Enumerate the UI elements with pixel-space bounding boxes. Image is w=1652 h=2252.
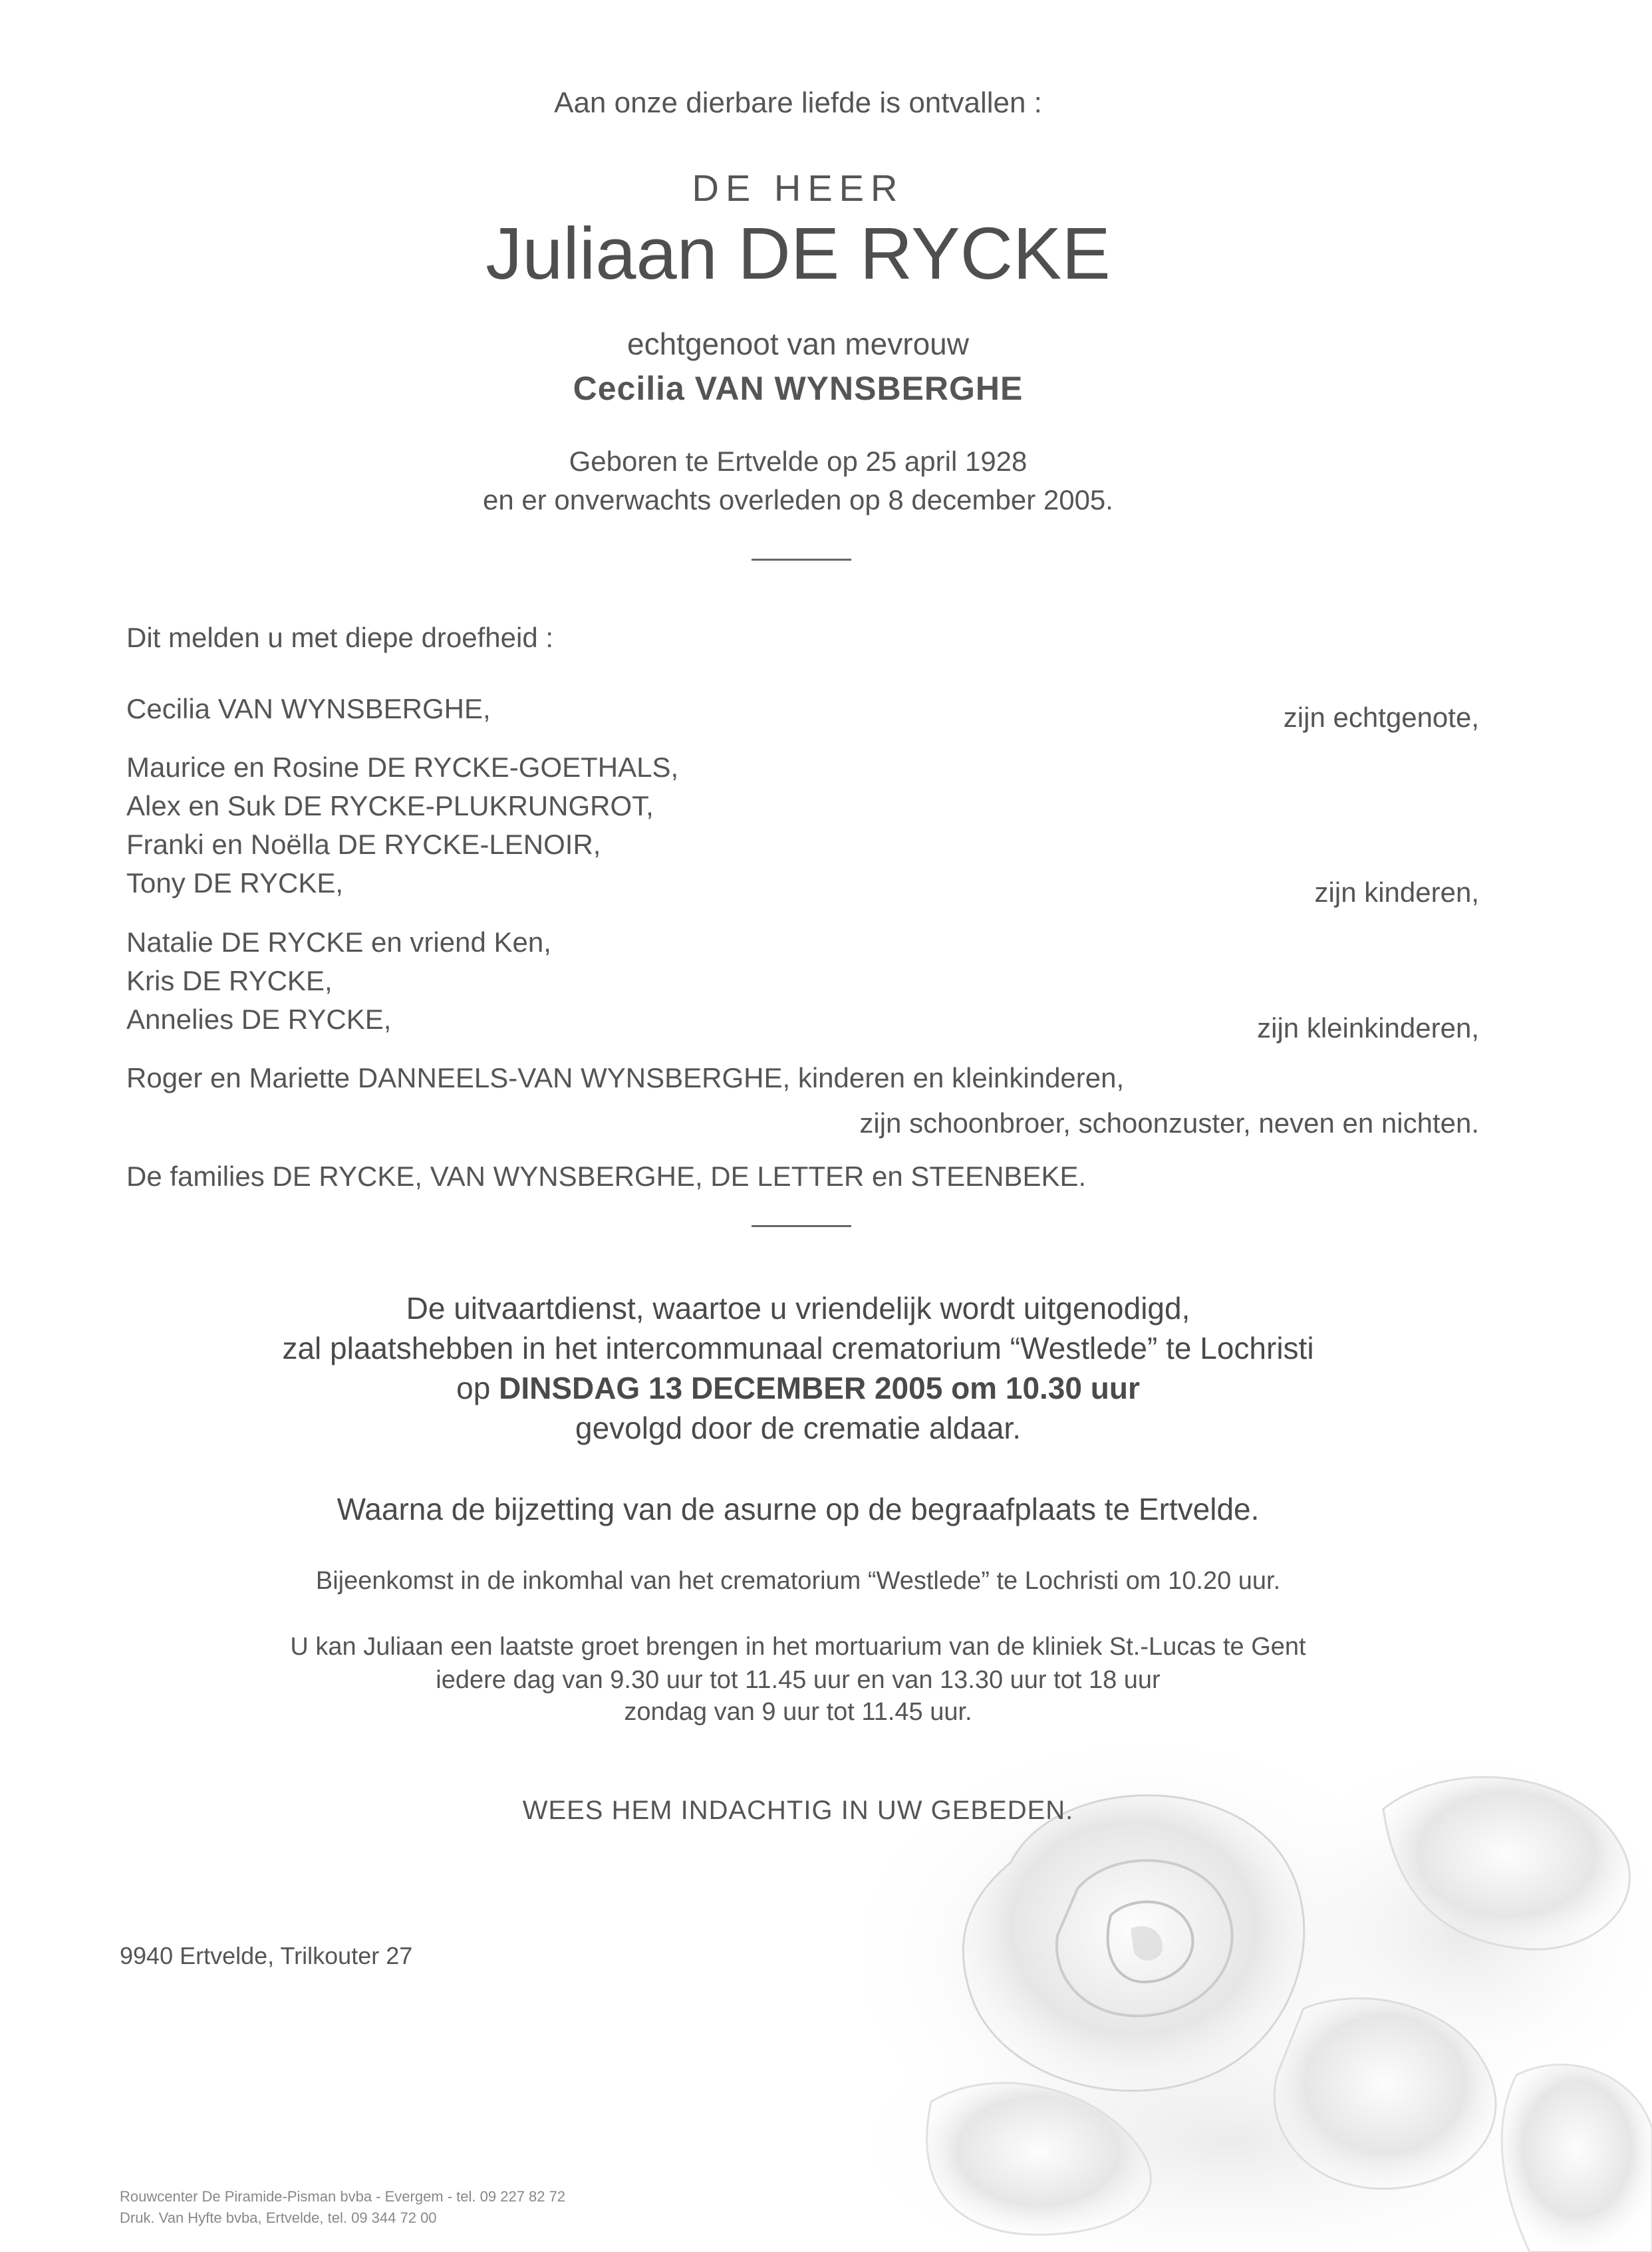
deceased-name: Juliaan DE RYCKE — [485, 213, 1111, 295]
grandchildren-relation: zijn kleinkinderen, — [1257, 1012, 1479, 1044]
divider-top — [752, 559, 851, 561]
inlaws-line: Roger en Mariette DANNEELS-VAN WYNSBERGHE, kinderen en kleinkinderen, — [126, 1062, 1125, 1093]
visit-line-3: zondag van 9 uur tot 11.45 uur. — [624, 1698, 972, 1726]
child-entry: Tony DE RYCKE, — [126, 867, 344, 899]
footer-funeral-home: Rouwcenter De Piramide-Pisman bvba - Evergem - tel. 09 227 82 72 — [120, 2188, 566, 2205]
grandchild-entry: Kris DE RYCKE, — [126, 965, 333, 996]
service-line-4: gevolgd door de crematie aldaar. — [575, 1411, 1021, 1445]
spouse-name: Cecilia VAN WYNSBERGHE — [573, 370, 1024, 407]
service-date-line — [0, 1370, 1596, 1406]
visit-line-1: U kan Juliaan een laatste groet brengen in het mortuarium van de kliniek St.-Lucas te Gent — [290, 1633, 1306, 1661]
gathering-line: Bijeenkomst in de inkomhal van het crematorium “Westlede” te Lochristi om 10.20 uur. — [315, 1567, 1281, 1595]
spouse-entry: Cecilia VAN WYNSBERGHE, — [126, 693, 491, 724]
death-line: en er onverwachts overleden op 8 december 2005. — [483, 484, 1113, 515]
service-date-prefix: op — [456, 1371, 499, 1405]
children-relation: zijn kinderen, — [1314, 877, 1479, 908]
spouse-relation: zijn echtgenote, — [1283, 702, 1479, 733]
child-entry: Maurice en Rosine DE RYCKE-GOETHALS, — [126, 752, 679, 783]
address: 9940 Ertvelde, Trilkouter 27 — [120, 1942, 413, 1969]
service-line-1: De uitvaartdienst, waartoe u vriendelijk wordt uitgenodigd, — [406, 1291, 1190, 1326]
child-entry: Franki en Noëlla DE RYCKE-LENOIR, — [126, 829, 601, 860]
families-line: De families DE RYCKE, VAN WYNSBERGHE, DE LETTER en STEENBEKE. — [126, 1161, 1087, 1192]
visit-line-2: iedere dag van 9.30 uur tot 11.45 uur en van 13.30 uur tot 18 uur — [436, 1666, 1161, 1694]
announce-text: Dit melden u met diepe droefheid : — [126, 622, 554, 653]
burial-line: Waarna de bijzetting van de asurne op de begraafplaats te Ertvelde. — [337, 1492, 1260, 1526]
grandchild-entry: Natalie DE RYCKE en vriend Ken, — [126, 926, 551, 958]
intro-text: Aan onze dierbare liefde is ontvallen : — [554, 86, 1042, 119]
service-line-2: zal plaatshebben in het intercommunaal crematorium “Westlede” te Lochristi — [282, 1331, 1314, 1365]
footer-printer: Druk. Van Hyfte bvba, Ertvelde, tel. 09 344 72 00 — [120, 2209, 437, 2226]
service-date: DINSDAG 13 DECEMBER 2005 om 10.30 uur — [499, 1371, 1140, 1405]
prayer-line: WEES HEM INDACHTIG IN UW GEBEDEN. — [522, 1796, 1074, 1825]
divider-bottom — [752, 1225, 851, 1227]
child-entry: Alex en Suk DE RYCKE-PLUKRUNGROT, — [126, 790, 654, 821]
honorific-title: DE HEER — [692, 167, 904, 209]
birth-line: Geboren te Ertvelde op 25 april 1928 — [569, 446, 1028, 477]
grandchild-entry: Annelies DE RYCKE, — [126, 1004, 392, 1035]
inlaws-relation: zijn schoonbroer, schoonzuster, neven en nichten. — [859, 1107, 1479, 1139]
spouse-intro: echtgenoot van mevrouw — [627, 327, 969, 361]
